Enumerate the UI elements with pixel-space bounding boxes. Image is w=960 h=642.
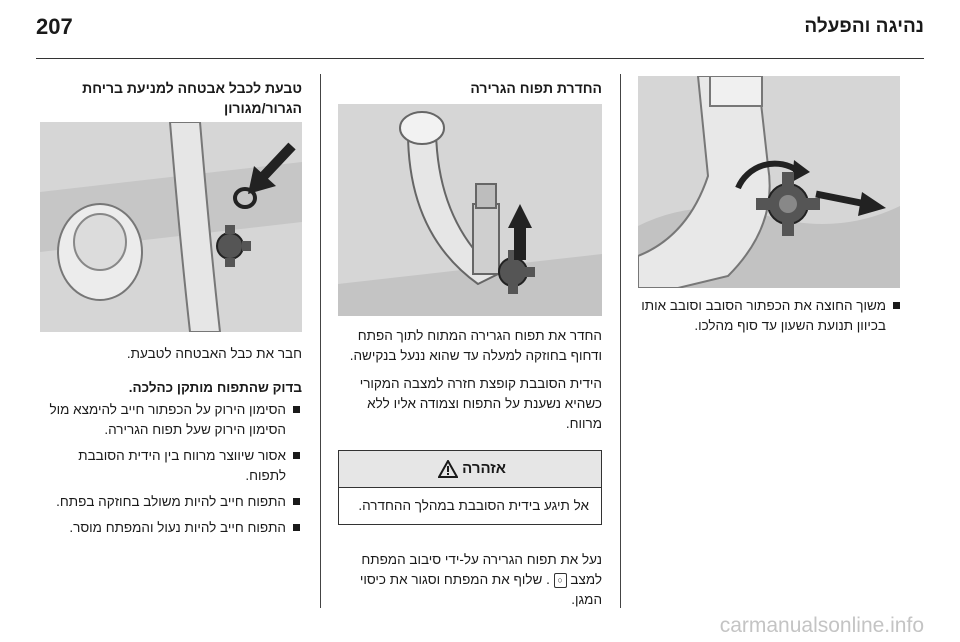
warning-body: אל תיגע בידית הסובבת במהלך ההחדרה. [358, 498, 589, 513]
knob-release-figure [638, 76, 900, 288]
knob-release-illustration [638, 76, 900, 288]
page-header-title: נהיגה והפעלה [804, 16, 924, 37]
list-item: התפוח חייב להיות משולב בחוזקה בפתח. [40, 492, 302, 512]
lock-icon: ○ [554, 573, 567, 588]
check-heading: בדוק שהתפוח מותקן כהלכה. [128, 380, 302, 395]
right-column-text [636, 296, 902, 342]
section-heading-insert-hitch: החדרת תפוח הגרירה [470, 80, 602, 96]
column-divider-left [320, 74, 321, 608]
safety-ring-illustration [40, 122, 302, 332]
lock-text-before-icon: נעל את תפוח הגרירה על-ידי סיבוב המפתח למצב [361, 552, 602, 587]
warning-title: אזהרה [462, 460, 507, 477]
knob-return-paragraph: הידית הסובבת קופצת חזרה למצבה המקורי כשהיא נשענת על התפוח וצמודה אליו ללא מרווח. [359, 376, 602, 431]
hitch-insert-figure [338, 104, 602, 316]
header-rule [36, 58, 924, 59]
right-column-list [636, 296, 902, 336]
list-item: אסור שיווצר מרווח בין הידית הסובבת לתפוח. [40, 446, 302, 486]
lock-text-after-icon: . שלוף את המפתח וסגור את כיסוי המגן. [359, 572, 602, 607]
lock-instructions-paragraph [338, 550, 602, 610]
page-number: 207 [36, 14, 73, 39]
middle-column-heading-wrap [338, 78, 602, 98]
warning-header [339, 451, 601, 488]
middle-column-lock-text [338, 550, 602, 618]
insert-instructions-paragraph: החדר את תפוח הגרירה המתוח לתוך הפתח ודחוף בחוזקה למעלה עד שהוא ננעל בנקישה. [349, 328, 602, 363]
safety-ring-caption: חבר את כבל האבטחה לטבעת. [126, 346, 302, 361]
list-item: התפוח חייב להיות נעול והמפתח מוסר. [40, 518, 302, 538]
column-divider-right [620, 74, 621, 608]
warning-box [338, 450, 602, 525]
safety-ring-figure [40, 122, 302, 332]
middle-column-text [338, 326, 602, 442]
list-item: הסימון הירוק על הכפתור חייב להימצא מול הסימון הירוק שעל תפוח הגרירה. [40, 400, 302, 440]
list-item: משוך החוצה את הכפתור הסובב וסובב אותו בכיוון תנועת השעון עד סוף מהלכו. [636, 296, 902, 336]
section-heading-safety-ring: טבעת לכבל אבטחה למניעת בריחת הגרור/מגורון [82, 80, 302, 116]
watermark: carmanualsonline.info [719, 614, 924, 637]
left-column-text [40, 344, 302, 544]
left-column-heading-wrap [40, 78, 302, 118]
hitch-insert-illustration [338, 104, 602, 316]
check-list [40, 400, 302, 538]
warning-triangle-icon [438, 460, 458, 478]
